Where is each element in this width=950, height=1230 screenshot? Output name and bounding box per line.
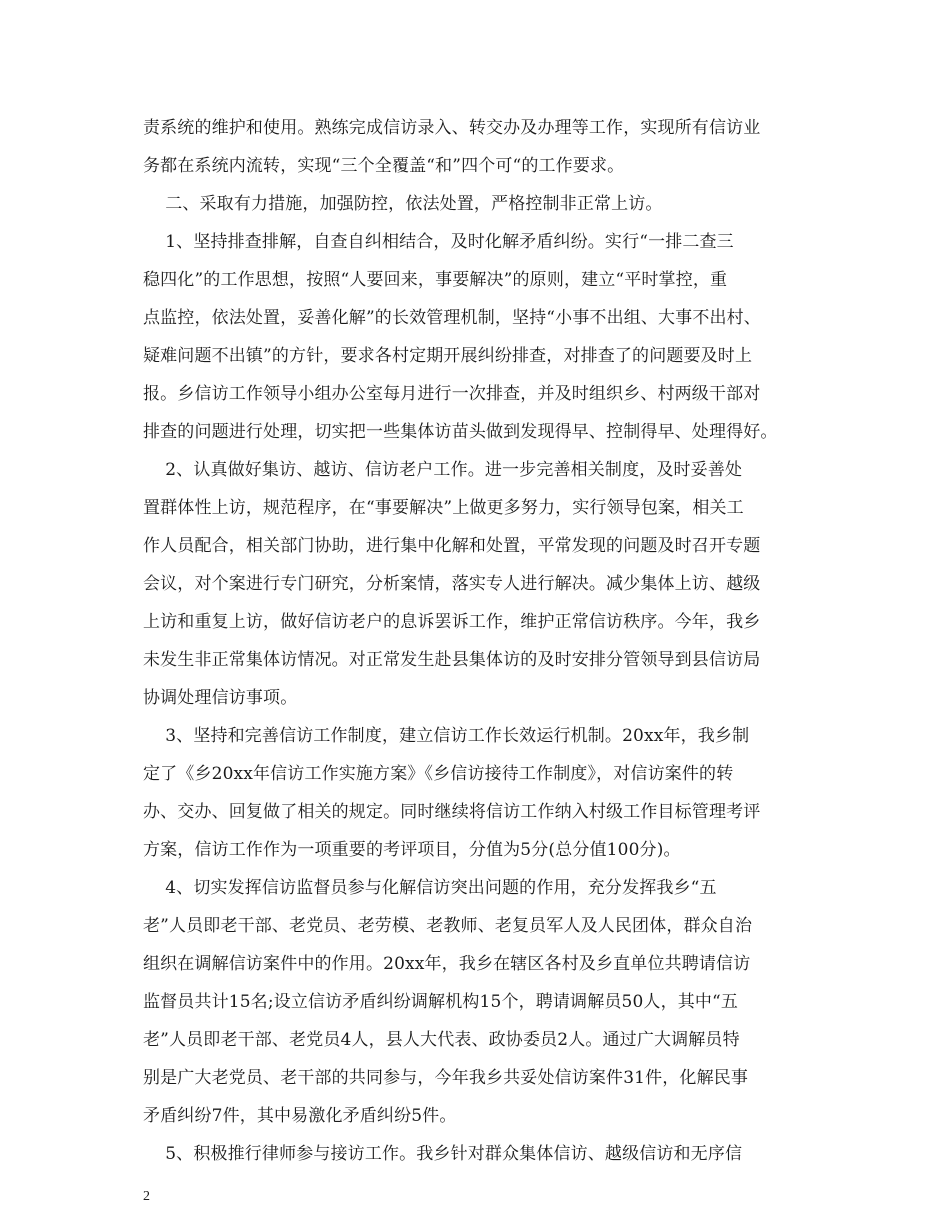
paragraph-3-line: 3、坚持和完善信访工作制度，建立信访工作长效运行机制。20xx年，我乡制 [143,726,750,746]
text-line: 别是广大老党员、老干部的共同参与，今年我乡共妥处信访案件31件，化解民事 [143,1068,749,1088]
text-line: 会议，对个案进行专门研究，分析案情，落实专人进行解决。减少集体上访、越级 [143,574,761,594]
text-line: 协调处理信访事项。 [143,688,298,708]
text-line: 组织在调解信访案件中的作用。20xx年，我乡在辖区各村及乡直单位共聘请信访 [143,954,751,974]
text-line: 未发生非正常集体访情况。对正常发生赴县集体访的及时安排分管领导到县信访局 [143,650,761,670]
text-line: 老”人员即老干部、老党员4人，县人大代表、政协委员2人。通过广大调解员特 [143,1030,740,1050]
page-number: 2 [143,1189,150,1204]
paragraph-5-line: 5、积极推行律师参与接访工作。我乡针对群众集体信访、越级信访和无序信 [143,1144,743,1164]
text-line: 疑难问题不出镇”的方针，要求各村定期开展纠纷排查，对排查了的问题要及时上 [143,346,753,366]
section-heading: 二、采取有力措施，加强防控，依法处置，严格控制非正常上访。 [143,194,663,214]
text-line: 上访和重复上访，做好信访老户的息诉罢诉工作，维护正常信访秩序。今年，我乡 [143,612,761,632]
text-line: 置群体性上访，规范程序，在“事要解决”上做更多努力，实行领导包案，相关工 [143,498,744,518]
text-line: 点监控，依法处置，妥善化解”的长效管理机制，坚持“小事不出组、大事不出村、 [143,308,761,328]
text-line: 责系统的维护和使用。熟练完成信访录入、转交办及办理等工作，实现所有信访业 [143,118,761,138]
paragraph-4-line: 4、切实发挥信访监督员参与化解信访突出问题的作用，充分发挥我乡“五 [143,878,717,898]
paragraph-1-line: 1、坚持排查排解，自查自纠相结合，及时化解矛盾纠纷。实行“一排二查三 [143,232,734,252]
text-line: 监督员共计15名;设立信访矛盾纠纷调解机构15个，聘请调解员50人，其中“五 [143,992,739,1012]
text-line: 报。乡信访工作领导小组办公室每月进行一次排查，并及时组织乡、村两级干部对 [143,384,761,404]
text-line: 作人员配合，相关部门协助，进行集中化解和处置，平常发现的问题及时召开专题 [143,536,761,556]
paragraph-2-line: 2、认真做好集访、越访、信访老户工作。进一步完善相关制度，及时妥善处 [143,460,743,480]
text-line: 排查的问题进行处理，切实把一些集体访苗头做到发现得早、控制得早、处理得好。 [143,422,778,442]
text-line: 办、交办、回复做了相关的规定。同时继续将信访工作纳入村级工作目标管理考评 [143,802,761,822]
text-line: 老”人员即老干部、老党员、老劳模、老教师、老复员军人及人民团体，群众自治 [143,916,753,936]
text-line: 方案，信访工作作为一项重要的考评项目，分值为5分(总分值100分)。 [143,840,681,860]
text-line: 务都在系统内流转，实现“三个全覆盖“和”四个可“的工作要求。 [143,156,625,176]
text-line: 稳四化”的工作思想，按照“人要回来，事要解决”的原则，建立“平时掌控，重 [143,270,728,290]
text-line: 矛盾纠纷7件，其中易激化矛盾纠纷5件。 [143,1106,457,1126]
text-line: 定了《乡20xx年信访工作实施方案》《乡信访接待工作制度》，对信访案件的转 [143,764,734,784]
